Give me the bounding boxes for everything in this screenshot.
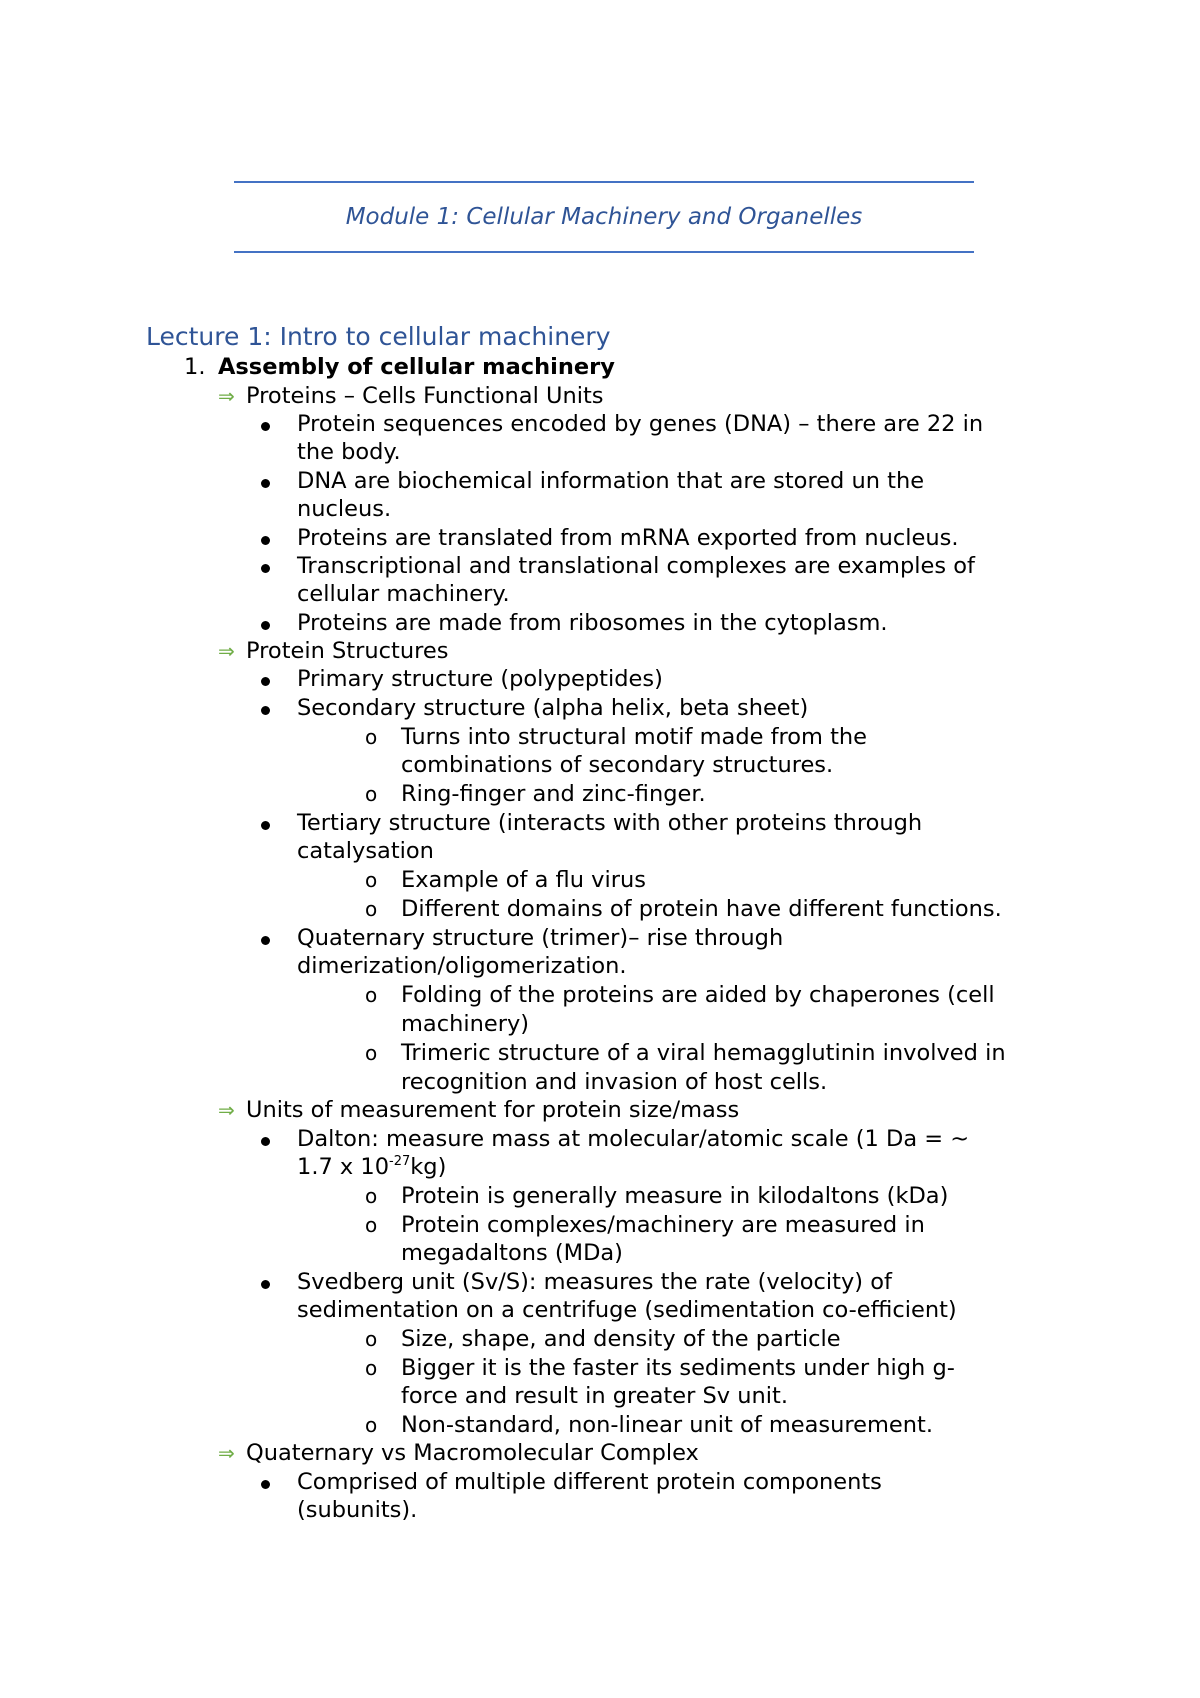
list-item: Tertiary structure (interacts with other proteins through	[297, 810, 923, 836]
bullet-dot-icon	[261, 936, 270, 945]
sub-bullet-icon: o	[365, 983, 378, 1007]
topic-proteins: Proteins – Cells Functional Units	[246, 383, 604, 409]
section-number: 1.	[184, 354, 206, 380]
page-title: Module 1: Cellular Machinery and Organelles	[345, 204, 863, 230]
sub-bullet-icon: o	[365, 1041, 378, 1065]
list-item: Dalton: measure mass at molecular/atomic scale (1 Da = ~	[297, 1126, 970, 1152]
sub-list-item: Turns into structural motif made from the	[401, 724, 868, 750]
sub-list-item: Example of a flu virus	[401, 867, 646, 893]
sub-list-item-continuation: force and result in greater Sv unit.	[401, 1383, 788, 1409]
sub-list-item: Ring-finger and zinc-finger.	[401, 781, 706, 807]
sub-bullet-icon: o	[365, 897, 378, 921]
bullet-dot-icon	[261, 479, 270, 488]
sub-list-item-continuation: machinery)	[401, 1011, 530, 1037]
sub-bullet-icon: o	[365, 1356, 378, 1380]
lecture-heading: Lecture 1: Intro to cellular machinery	[146, 322, 611, 351]
bullet-dot-icon	[261, 677, 270, 686]
sub-list-item-continuation: combinations of secondary structures.	[401, 752, 834, 778]
list-item: Svedberg unit (Sv/S): measures the rate (velocity) of	[297, 1269, 892, 1295]
bullet-dot-icon	[261, 821, 270, 830]
list-item-continuation	[297, 1153, 446, 1181]
list-item-continuation: cellular machinery.	[297, 581, 510, 607]
sub-bullet-icon: o	[365, 868, 378, 892]
sub-bullet-icon: o	[365, 782, 378, 806]
sub-list-item: Bigger it is the faster its sediments under high g-	[401, 1355, 955, 1381]
sub-list-item: Size, shape, and density of the particle	[401, 1326, 841, 1352]
sub-list-item: Non-standard, non-linear unit of measurement.	[401, 1412, 933, 1438]
list-item-continuation: sedimentation on a centrifuge (sedimentation co-efficient)	[297, 1297, 957, 1323]
list-item-continuation: nucleus.	[297, 496, 392, 522]
bullet-dot-icon	[261, 1280, 270, 1289]
sub-list-item: Folding of the proteins are aided by chaperones (cell	[401, 982, 995, 1008]
list-item: Secondary structure (alpha helix, beta sheet)	[297, 695, 809, 721]
sub-list-item: Trimeric structure of a viral hemagglutinin involved in	[401, 1040, 1006, 1066]
list-item: Quaternary structure (trimer)– rise through	[297, 925, 784, 951]
bullet-dot-icon	[261, 1480, 270, 1489]
sub-list-item-continuation: megadaltons (MDa)	[401, 1240, 623, 1266]
list-item-continuation: catalysation	[297, 838, 434, 864]
list-item-continuation: the body.	[297, 439, 401, 465]
sub-bullet-icon: o	[365, 1327, 378, 1351]
sub-list-item-continuation: recognition and invasion of host cells.	[401, 1069, 828, 1095]
section-heading: Assembly of cellular machinery	[218, 354, 615, 380]
list-item: Proteins are made from ribosomes in the cytoplasm.	[297, 610, 888, 636]
list-item-continuation: (subunits).	[297, 1497, 418, 1523]
arrow-icon: ⇒	[218, 1098, 235, 1122]
sub-bullet-icon: o	[365, 1413, 378, 1437]
list-item: Protein sequences encoded by genes (DNA) – there are 22 in	[297, 411, 984, 437]
bullet-dot-icon	[261, 564, 270, 573]
arrow-icon: ⇒	[218, 1441, 235, 1465]
list-item: Comprised of multiple different protein components	[297, 1469, 882, 1495]
dalton-exponent: -27	[389, 1154, 411, 1169]
list-item: Primary structure (polypeptides)	[297, 666, 663, 692]
dalton-unit: kg)	[410, 1154, 447, 1180]
bullet-dot-icon	[261, 1137, 270, 1146]
bullet-dot-icon	[261, 706, 270, 715]
dalton-value: 1.7 x 10	[297, 1154, 390, 1180]
sub-list-item: Different domains of protein have different functions.	[401, 896, 1002, 922]
topic-protein-structures: Protein Structures	[246, 638, 449, 664]
header-rule-top	[234, 181, 974, 183]
sub-list-item: Protein complexes/machinery are measured in	[401, 1212, 925, 1238]
topic-quaternary-vs-macromolecular: Quaternary vs Macromolecular Complex	[246, 1440, 699, 1466]
sub-bullet-icon: o	[365, 1213, 378, 1237]
arrow-icon: ⇒	[218, 639, 235, 663]
list-item-continuation: dimerization/oligomerization.	[297, 953, 627, 979]
bullet-dot-icon	[261, 621, 270, 630]
header-rule-bottom	[234, 251, 974, 253]
bullet-dot-icon	[261, 422, 270, 431]
list-item: Proteins are translated from mRNA exported from nucleus.	[297, 525, 959, 551]
topic-units-of-measurement: Units of measurement for protein size/mass	[246, 1097, 740, 1123]
list-item: Transcriptional and translational complexes are examples of	[297, 553, 975, 579]
bullet-dot-icon	[261, 536, 270, 545]
sub-bullet-icon: o	[365, 725, 378, 749]
sub-list-item: Protein is generally measure in kilodaltons (kDa)	[401, 1183, 949, 1209]
arrow-icon: ⇒	[218, 384, 235, 408]
sub-bullet-icon: o	[365, 1184, 378, 1208]
list-item: DNA are biochemical information that are stored un the	[297, 468, 925, 494]
